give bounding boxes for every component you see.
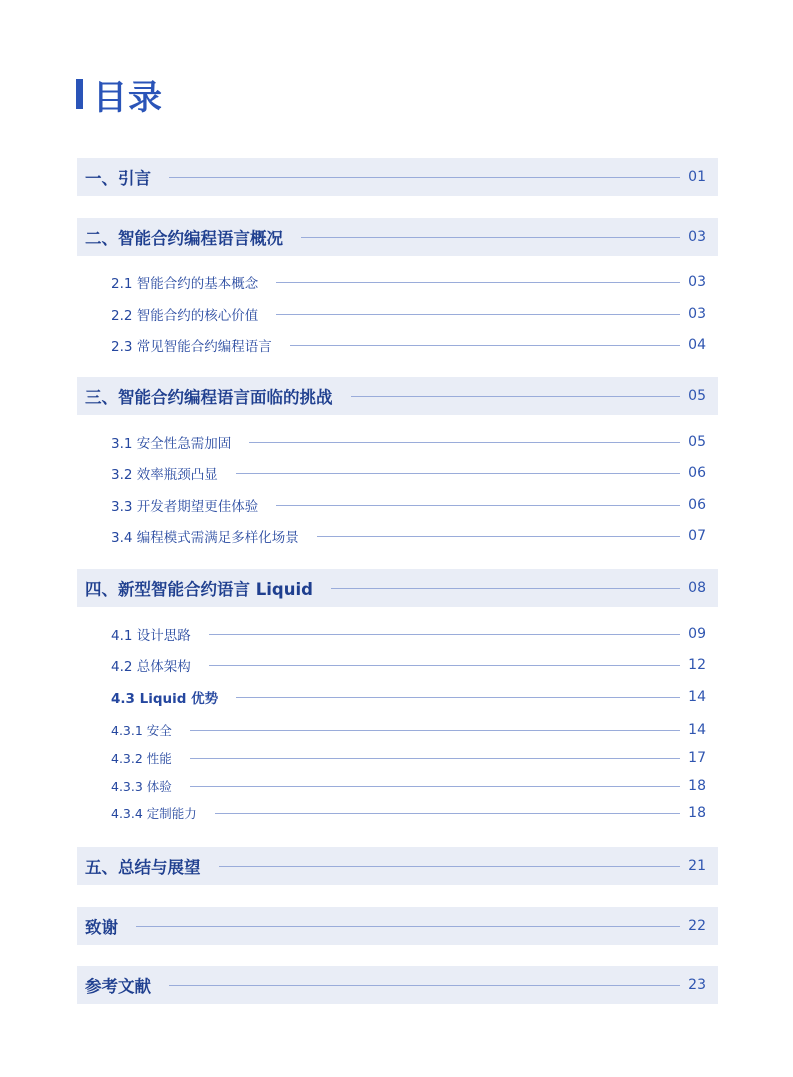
toc-leader-line — [249, 442, 680, 443]
toc-entry-4-2[interactable] — [77, 654, 718, 676]
toc-page-number: 03 — [688, 274, 706, 290]
toc-page-number: 08 — [688, 580, 706, 596]
toc-leader-line — [215, 813, 680, 814]
toc-page-number: 18 — [688, 805, 706, 821]
toc-leader-line — [209, 634, 680, 635]
toc-page-number: 04 — [688, 337, 706, 353]
toc-entry-4-3-4[interactable] — [77, 803, 718, 823]
page-title: 目录 — [93, 77, 163, 118]
toc-entry-label: 4.3.1 安全 — [111, 723, 172, 738]
toc-entry-label: 4.3.4 定制能力 — [111, 806, 197, 821]
toc-entry-2-2[interactable] — [77, 303, 718, 325]
toc-entry-label: 2.2 智能合约的核心价值 — [111, 308, 259, 324]
toc-page-number: 06 — [688, 497, 706, 513]
toc-leader-line — [276, 314, 680, 315]
toc-leader-line — [351, 396, 681, 397]
toc-leader-line — [169, 985, 680, 986]
toc-leader-line — [190, 786, 680, 787]
toc-entry-label: 4.1 设计思路 — [111, 628, 191, 644]
toc-entry-3-3[interactable] — [77, 494, 718, 516]
toc-leader-line — [276, 505, 680, 506]
toc-entry-2-3[interactable] — [77, 334, 718, 356]
toc-page-number: 12 — [688, 657, 706, 673]
toc-entry-4-3[interactable] — [77, 686, 718, 708]
toc-leader-line — [236, 473, 680, 474]
toc-entry-label: 4.3.2 性能 — [111, 751, 172, 766]
toc-section-label: 四、新型智能合约语言 Liquid — [85, 580, 313, 599]
toc-leader-line — [169, 177, 680, 178]
toc-page-number: 05 — [688, 434, 706, 450]
toc-entry-4-3-2[interactable] — [77, 748, 718, 768]
toc-page-number: 03 — [688, 306, 706, 322]
toc-section-overview[interactable] — [77, 218, 718, 256]
toc-page-number: 09 — [688, 626, 706, 642]
toc-leader-line — [290, 345, 680, 346]
toc-leader-line — [317, 536, 680, 537]
toc-page-number: 07 — [688, 528, 706, 544]
toc-section-label: 参考文献 — [85, 977, 151, 996]
toc-entry-3-2[interactable] — [77, 462, 718, 484]
toc-section-label: 五、总结与展望 — [85, 858, 201, 877]
toc-section-label: 一、引言 — [85, 169, 151, 188]
toc-page-number: 22 — [688, 918, 706, 934]
toc-entry-4-3-3[interactable] — [77, 776, 718, 796]
toc-heading — [76, 72, 163, 116]
toc-entry-4-3-1[interactable] — [77, 720, 718, 740]
toc-section-acknowledgements[interactable] — [77, 907, 718, 945]
toc-entry-label: 4.3 Liquid 优势 — [111, 691, 219, 707]
toc-entry-label: 3.1 安全性急需加固 — [111, 436, 232, 452]
toc-page-number: 23 — [688, 977, 706, 993]
toc-page-number: 14 — [688, 722, 706, 738]
toc-leader-line — [190, 730, 680, 731]
toc-page-number: 05 — [688, 388, 706, 404]
toc-entry-label: 3.2 效率瓶颈凸显 — [111, 467, 218, 483]
toc-leader-line — [219, 866, 681, 867]
toc-section-references[interactable] — [77, 966, 718, 1004]
toc-entry-2-1[interactable] — [77, 271, 718, 293]
toc-page-number: 17 — [688, 750, 706, 766]
toc-page-number: 01 — [688, 169, 706, 185]
toc-section-label: 三、智能合约编程语言面临的挑战 — [85, 388, 333, 407]
toc-entry-label: 4.2 总体架构 — [111, 659, 191, 675]
toc-entry-label: 4.3.3 体验 — [111, 779, 172, 794]
toc-page-number: 14 — [688, 689, 706, 705]
toc-page-number: 18 — [688, 778, 706, 794]
toc-leader-line — [331, 588, 680, 589]
toc-entry-label: 3.3 开发者期望更佳体验 — [111, 499, 259, 515]
toc-entry-label: 3.4 编程模式需满足多样化场景 — [111, 530, 299, 546]
toc-leader-line — [209, 665, 680, 666]
toc-section-label: 致谢 — [85, 918, 118, 937]
toc-page-number: 03 — [688, 229, 706, 245]
toc-entry-label: 2.1 智能合约的基本概念 — [111, 276, 259, 292]
toc-leader-line — [276, 282, 680, 283]
toc-section-label: 二、智能合约编程语言概况 — [85, 229, 283, 248]
toc-entry-3-1[interactable] — [77, 431, 718, 453]
toc-section-intro[interactable] — [77, 158, 718, 196]
title-accent-bar — [76, 79, 83, 109]
toc-entry-label: 2.3 常见智能合约编程语言 — [111, 339, 272, 355]
toc-page-number: 21 — [688, 858, 706, 874]
toc-leader-line — [301, 237, 680, 238]
toc-leader-line — [236, 697, 680, 698]
toc-section-challenges[interactable] — [77, 377, 718, 415]
toc-page-number: 06 — [688, 465, 706, 481]
toc-section-summary[interactable] — [77, 847, 718, 885]
toc-entry-4-1[interactable] — [77, 623, 718, 645]
toc-leader-line — [190, 758, 680, 759]
toc-leader-line — [136, 926, 680, 927]
toc-entry-3-4[interactable] — [77, 525, 718, 547]
toc-section-liquid[interactable] — [77, 569, 718, 607]
